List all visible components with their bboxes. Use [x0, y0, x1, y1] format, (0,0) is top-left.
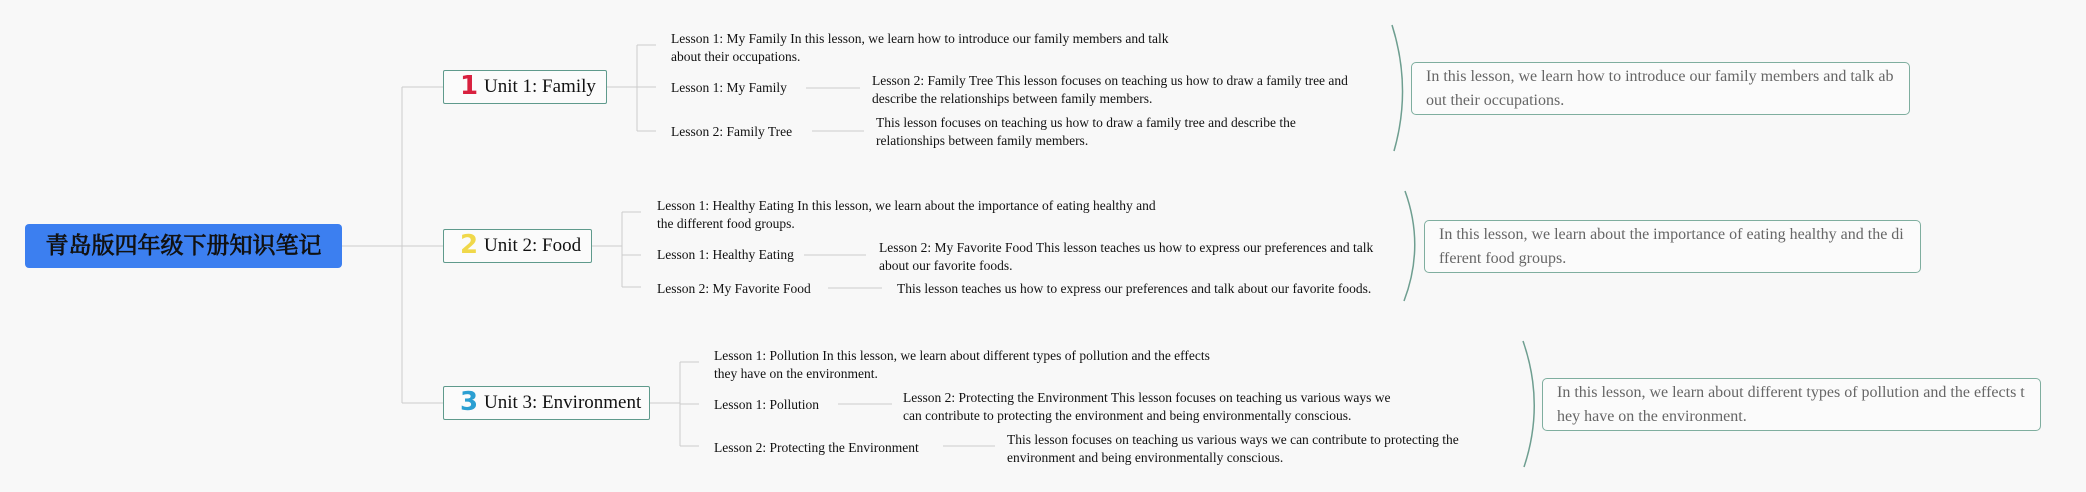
- lesson-topic[interactable]: Lesson 2: Family Tree: [671, 124, 793, 139]
- lesson-detail[interactable]: This lesson focuses on teaching us how to draw a family tree and describe the relationships between family members.: [876, 115, 1296, 148]
- root-topic[interactable]: 青岛版四年级下册知识笔记: [25, 224, 342, 268]
- unit2-summary-brace: [1404, 191, 1415, 301]
- lesson-detail[interactable]: Lesson 2: Family Tree This lesson focuses on teaching us how to draw a family tree and describe the relationships between family members.: [872, 73, 1348, 106]
- number-one-icon: 1: [460, 71, 479, 101]
- unit1-summary-brace: [1392, 25, 1403, 151]
- number-two-icon: 2: [460, 230, 479, 260]
- lesson-intro[interactable]: Lesson 1: Pollution In this lesson, we learn about different types of pollution and the effects they have on the environment.: [714, 348, 1210, 381]
- lesson-topic[interactable]: Lesson 1: Healthy Eating: [657, 247, 794, 262]
- unit-topic-food[interactable]: [443, 229, 592, 263]
- unit-title: Unit 3: Environment: [484, 392, 642, 413]
- lesson-topic[interactable]: Lesson 2: My Favorite Food: [657, 281, 811, 296]
- lesson-intro[interactable]: Lesson 1: My Family In this lesson, we learn how to introduce our family members and talk about their occupations.: [671, 31, 1169, 64]
- lesson-detail[interactable]: Lesson 2: Protecting the Environment This lesson focuses on teaching us various ways we can contribute to protecting the environment and being environmentally conscious.: [903, 390, 1391, 423]
- summary-box[interactable]: In this lesson, we learn about the importance of eating healthy and the different food groups.: [1424, 220, 1921, 273]
- lesson-detail[interactable]: This lesson teaches us how to express our preferences and talk about our favorite foods.: [897, 281, 1372, 296]
- unit-topic-environment[interactable]: [443, 386, 650, 420]
- lesson-detail[interactable]: Lesson 2: My Favorite Food This lesson teaches us how to express our preferences and talk about our favorite foods.: [879, 240, 1374, 273]
- lesson-topic[interactable]: Lesson 2: Protecting the Environment: [714, 440, 919, 455]
- lesson-detail[interactable]: This lesson focuses on teaching us various ways we can contribute to protecting the environment and being environmentally conscious.: [1007, 432, 1459, 465]
- unit3-summary-brace: [1523, 341, 1534, 467]
- number-three-icon: 3: [460, 387, 479, 417]
- lesson-intro[interactable]: Lesson 1: Healthy Eating In this lesson, we learn about the importance of eating healthy and the different food groups.: [657, 198, 1156, 231]
- lesson-topic[interactable]: Lesson 1: Pollution: [714, 397, 820, 412]
- lesson-topic[interactable]: Lesson 1: My Family: [671, 80, 787, 95]
- unit-topic-family[interactable]: [443, 70, 607, 104]
- summary-box[interactable]: In this lesson, we learn how to introduce our family members and talk about their occupations.: [1411, 62, 1910, 115]
- unit-title: Unit 1: Family: [484, 76, 596, 97]
- summary-box[interactable]: In this lesson, we learn about different types of pollution and the effects they have on the environment.: [1542, 378, 2041, 431]
- unit-title: Unit 2: Food: [484, 235, 582, 256]
